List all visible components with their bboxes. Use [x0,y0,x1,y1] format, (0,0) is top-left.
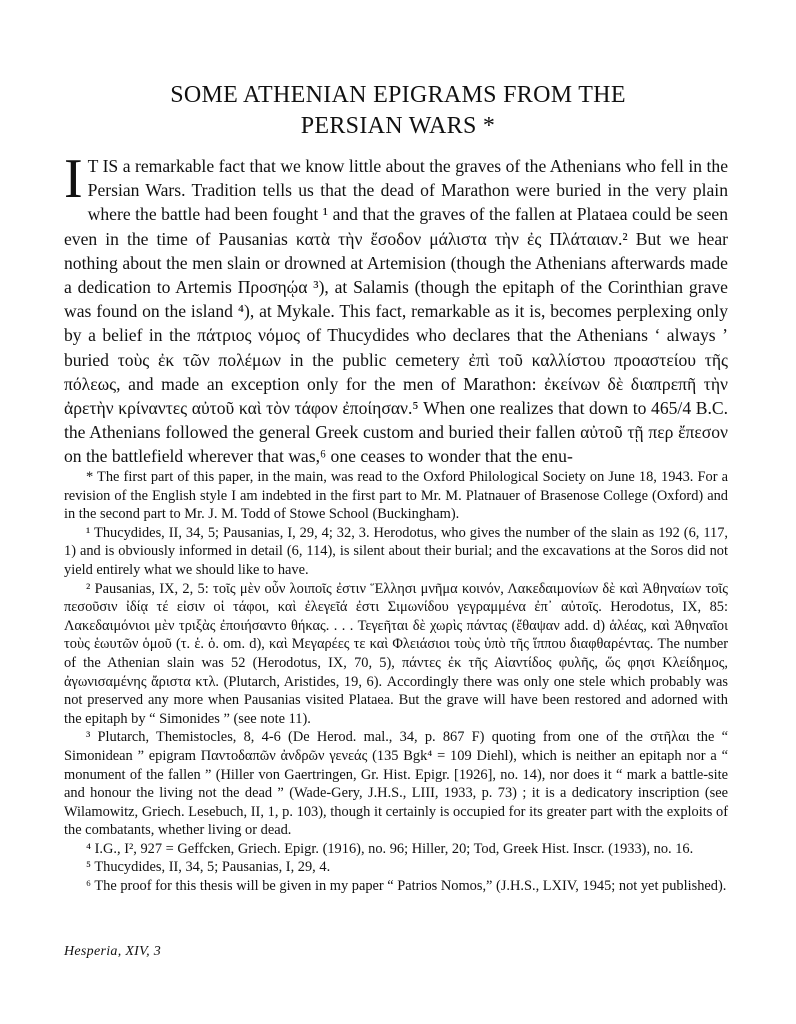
body-paragraph [64,148,728,469]
article-title [90,80,706,142]
footnote-1: ¹ Thucydides, II, 34, 5; Pausanias, I, 29, 4; 32, 3. Herodotus, who gives the number of the slain as 192 (6, 117, 1) and is obviously informed in detail (6, 114), is silent about their burial; and the excavations at the Soros did not yield entirely what we should like to have. [64,524,728,578]
footnote-star: * The first part of this paper, in the main, was read to the Oxford Philological Society on June 18, 1943. For a revision of the English style I am indebted in the first part to Mr. M. Platnauer of Brasenose College (Oxford) and in the second part to Mr. J. M. Todd of Stowe School (Buckingham). [64,469,728,523]
footnote-6: ⁶ The proof for this thesis will be given in my paper “ Patrios Nomos,” (J.H.S., LXIV, 1945; not yet published). [86,878,727,895]
footnotes [64,468,728,896]
body-paragraph-text: T IS a remarkable fact that we know little about the graves of the Athenians who fell in the Persian Wars. Tradition tells us that the dead of Marathon were buried in the very plain where the battle had been fought ¹ and that the graves of the fallen at Plataea could be seen even in the time of Pausanias κατὰ τὴν ἔσοδον μάλιστα τὴν ἐς Πλάταιαν.² But we hear nothing about the men slain or drowned at Artemision (though the Athenians afterwards made a dedication to Artemis Προσηῴα ³), at Salamis (though the epitaph of the Corinthian grave was found on the island ⁴), at Mykale. This fact, remarkable as it is, becomes perplexing only by a belief in the πάτριος νόμος of Thucydides who declares that the Athenians ‘ always ’ buried τοὺς ἐκ τῶν πολέμων in the public cemetery ἐπὶ τοῦ καλλίστου προαστείου τῆς πόλεως, and made an exception only for the men of Marathon: ἐκείνων δὲ διαπρεπῆ τὴν ἀρετὴν κρίναντες αὐτοῦ καὶ τὸν τάφον ἐποίησαν.⁵ When one realizes that down to 465/4 B.C. the Athenians followed the general Greek custom and buried their fallen αὐτοῦ τῇ περ ἔπεσον on the battlefield wherever that was,⁶ one ceases to wonder that the enu- [64,156,728,467]
footnote-2: ² Pausanias, IX, 2, 5: τοῖς μὲν οὖν λοιποῖς ἐστιν Ἕλλησι μνῆμα κοινόν, Λακεδαιμονίων δὲ καὶ Ἀθηναίων τοῖς πεσοῦσιν ἰδίᾳ τέ εἰσιν οἱ τάφοι, καὶ ἐλεγεῖά ἐστι Σιμωνίδου γεγραμμένα ἐπ᾽ αὐτοῖς. Herodotus, IX, 85: Λακεδαιμόνιοι μὲν τριξὰς ἐποιήσαντο θήκας. . . . Τεγεῆται δὲ χωρὶς πάντας (ἔθαψαν add. d) ἁλέας, καὶ Ἀθηναῖοι τοὺς ἑωυτῶν ὁμοῦ (τ. ἑ. ὁ. om. d), καὶ Μεγαρέες τε καὶ Φλειάσιοι τοὺς ὑπὸ τῆς ἵππου διαφθαρέντας. The number of the Athenian slain was 52 (Herodotus, IX, 70, 5), πάντες ἐκ τῆς Αἰαντίδος φυλῆς, ὥς φησι Κλείδημος, ἀγωνισαμένης ἄριστα κτλ. (Plutarch, Aristides, 19, 6). Accordingly there was only one stele which probably was not preserved any more when Pausanias visited Plataea. But the grave will have been restored and adorned with the epitaph by “ Simonides ” (see note 11). [64,580,728,727]
drop-cap: I [64,148,83,210]
journal-footer: Hesperia, XIV, 3 [64,944,162,959]
footnote-3: ³ Plutarch, Themistocles, 8, 4-6 (De Herod. mal., 34, p. 867 F) quoting from one of the στῆλαι the “ Simonidean ” epigram Παντοδαπῶν ἀνδρῶν γενεάς (135 Bgk⁴ = 109 Diehl), which is neither an epitaph nor a “ monument of the fallen ” (Hiller von Gaertringen, Gr. Hist. Epigr. [1926], no. 14), nor does it “ mark a battle-site and honour the living not the dead ” (Wade-Gery, J.H.S., LIII, 1933, p. 73) ; it is a dedicatory inscription (see Wilamowitz, Griech. Lesebuch, II, 1, p. 103), though it certainly is occupied for its greater part with the exploits of the combatants, whether living or dead. [64,729,728,839]
title-line-2: PERSIAN WARS * [300,113,496,139]
footnote-5: ⁵ Thucydides, II, 34, 5; Pausanias, I, 29, 4. [86,859,331,876]
footnote-4: ⁴ I.G., I², 927 = Geffcken, Griech. Epigr. (1916), no. 96; Hiller, 20; Tod, Greek Hist. Inscr. (1933), no. 16. [86,840,694,857]
title-line-1: SOME ATHENIAN EPIGRAMS FROM THE [170,82,626,108]
